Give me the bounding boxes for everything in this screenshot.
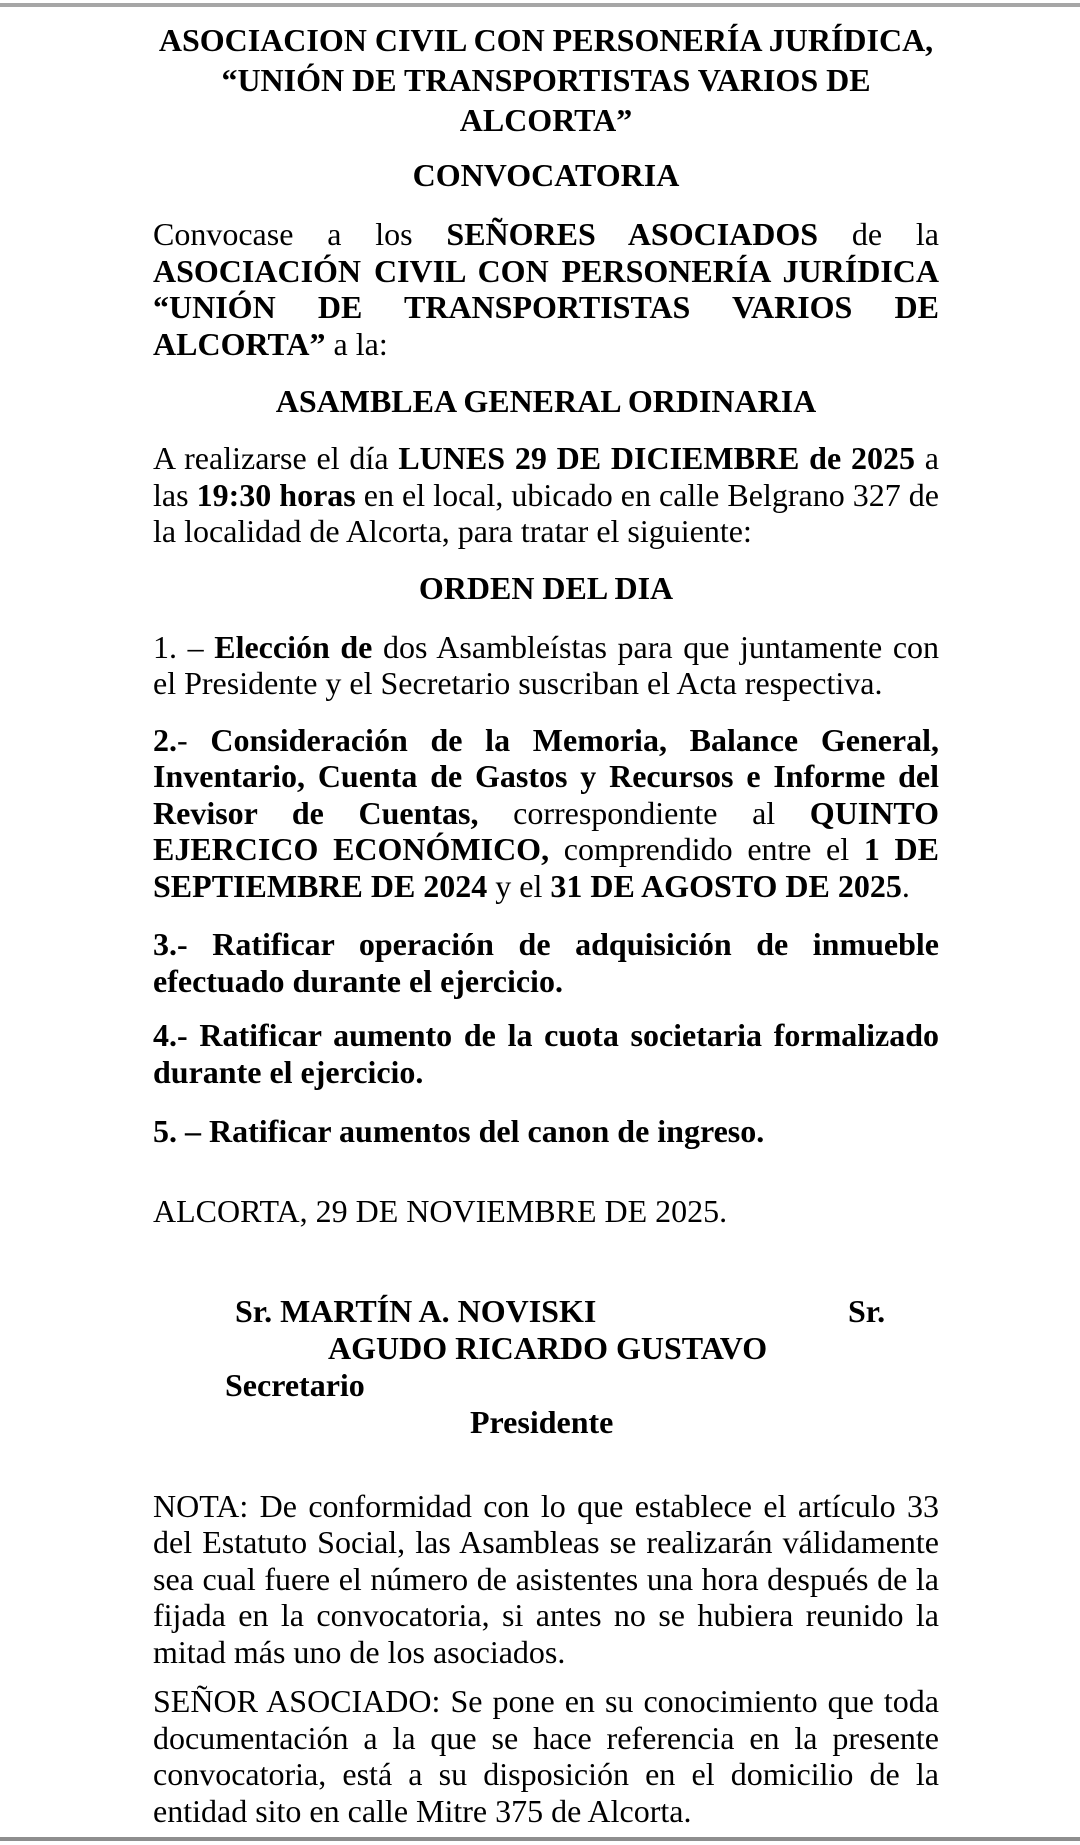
signature-line-1 bbox=[153, 1293, 939, 1330]
date-place-line: ALCORTA, 29 DE NOVIEMBRE DE 2025. bbox=[153, 1192, 728, 1229]
meeting-details-paragraph: A realizarse el día LUNES 29 DE DICIEMBRE de 2025 a las 19:30 horas en el local, ubicado en calle Belgrano 327 de la localidad de Alcorta, para tratar el siguiente: bbox=[153, 440, 940, 549]
scan-bottom-border-line bbox=[0, 1837, 1080, 1841]
document-title bbox=[153, 20, 939, 140]
heading-asamblea-general-ordinaria: ASAMBLEA GENERAL ORDINARIA bbox=[275, 383, 817, 419]
agenda-item-5: 5. – Ratificar aumentos del canon de ingreso. bbox=[153, 1113, 765, 1149]
scan-top-border-line bbox=[0, 3, 1080, 7]
signature-president-name: AGUDO RICARDO GUSTAVO bbox=[328, 1329, 768, 1366]
heading-orden-del-dia: ORDEN DEL DIA bbox=[418, 569, 674, 606]
heading-convocatoria: CONVOCATORIA bbox=[412, 157, 680, 193]
agenda-item-3: 3.- Ratificar operación de adquisición de inmueble efectuado durante el ejercicio. bbox=[153, 926, 939, 999]
signature-secretary-title: Secretario bbox=[225, 1366, 365, 1403]
title-line: ALCORTA” bbox=[459, 102, 633, 138]
signature-block bbox=[153, 1293, 939, 1441]
senor-asociado-paragraph: SEÑOR ASOCIADO: Se pone en su conocimiento que toda documentación a la que se hace referencia en la presente convocatoria, está a su disposición en el domicilio de la entidad sito en calle Mitre 375 de Alcorta. bbox=[153, 1683, 939, 1829]
title-line: “UNIÓN DE TRANSPORTISTAS VARIOS DE bbox=[221, 62, 871, 98]
intro-paragraph: Convocase a los SEÑORES ASOCIADOS de la ASOCIACIÓN CIVIL CON PERSONERÍA JURÍDICA “UNIÓN DE TRANSPORTISTAS VARIOS DE ALCORTA” a la: bbox=[153, 216, 940, 362]
agenda-item-2: 2.- Consideración de la Memoria, Balance General, Inventario, Cuenta de Gastos y Recursos e Informe del Revisor de Cuentas, correspondiente al QUINTO EJERCICO ECONÓMICO, comprendido entre el 1 DE SEPTIEMBRE DE 2024 y el 31 DE AGOSTO DE 2025. bbox=[153, 721, 940, 904]
title-line: ASOCIACION CIVIL CON PERSONERÍA JURÍDICA, bbox=[158, 22, 934, 58]
signature-president-title: Presidente bbox=[470, 1403, 614, 1440]
agenda-item-1: 1. – Elección de dos Asambleístas para que juntamente con el Presidente y el Secretario suscriban el Acta respectiva. bbox=[153, 628, 940, 701]
nota-paragraph: NOTA: De conformidad con lo que establece el artículo 33 del Estatuto Social, las Asambleas se realizarán válidamente sea cual fuere el número de asistentes una hora después de la fijada en la convocatoria, si antes no se hubiera reunido la mitad más uno de los asociados. bbox=[153, 1487, 939, 1670]
agenda-item-4: 4.- Ratificar aumento de la cuota societaria formalizado durante el ejercicio. bbox=[153, 1017, 939, 1090]
document-content bbox=[153, 20, 939, 1829]
signature-secretary-name: Sr. MARTÍN A. NOVISKI bbox=[235, 1292, 597, 1329]
signature-sr-abbreviation: Sr. bbox=[848, 1292, 886, 1329]
